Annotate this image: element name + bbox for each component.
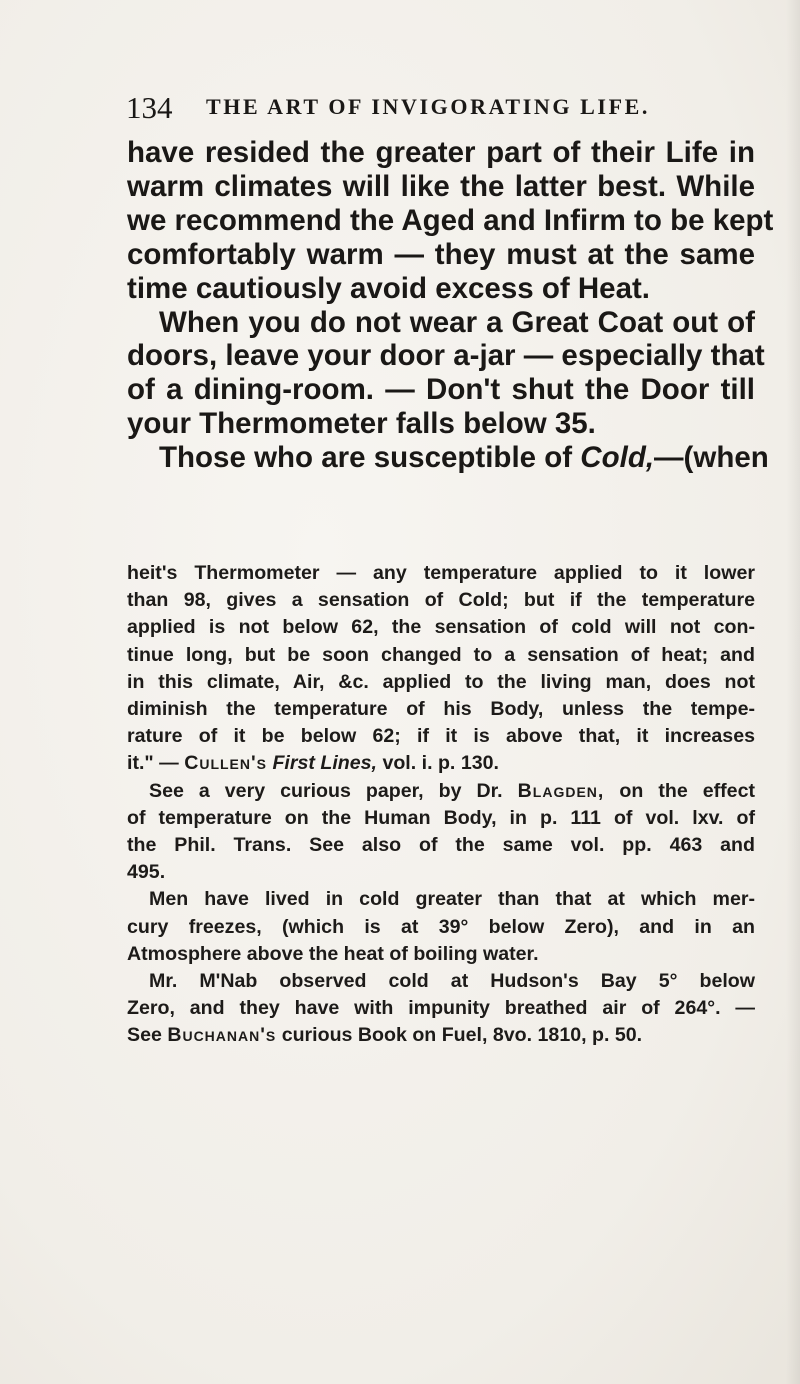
text-segment: on the effect — [619, 779, 755, 802]
footnote-line: tinue long, but be soon changed to a sensation of heat; and — [127, 643, 755, 666]
footnote-line: heit's Thermometer — any temperature applied to it lower — [127, 562, 755, 584]
italic-text: Cold, — [580, 441, 655, 475]
text-segment: See — [127, 1024, 168, 1047]
text-segment: —(when — [654, 441, 769, 475]
footnote-line: 495. — [127, 861, 166, 884]
footnote-line: diminish the temperature of his Body, unless the tempe- — [127, 698, 755, 721]
footnote-line: the Phil. Trans. See also of the same vol. pp. 463 and — [127, 834, 755, 857]
footnote-line — [127, 750, 755, 777]
text-line: of a dining-room. — Don't shut the Door till — [127, 373, 755, 407]
text-segment: See a very curious paper, by Dr. — [149, 779, 518, 802]
text-line: time cautiously avoid excess of Heat. — [127, 271, 651, 305]
text-segment: curious Book on Fuel, 8vo. 1810, p. 50. — [281, 1024, 643, 1047]
footnote-line: applied is not below 62, the sensation of cold will not con- — [127, 616, 755, 639]
footnote-line: Mr. M'Nab observed cold at Hudson's Bay 5° below — [149, 970, 755, 993]
text-segment: vol. i. p. 130. — [382, 752, 499, 775]
page-number: 134 — [126, 90, 173, 125]
footnote-line: cury freezes, (which is at 39° below Zero), and in an — [127, 915, 755, 938]
text-line — [127, 441, 769, 475]
footnote-line: than 98, gives a sensation of Cold; but if the temperature — [127, 589, 755, 612]
footnote-line: Atmosphere above the heat of boiling water. — [127, 942, 539, 965]
text-line: your Thermometer falls below 35. — [127, 407, 596, 441]
footnote-line: Men have lived in cold greater than that at which mer- — [149, 888, 755, 911]
text-line: warm climates will like the latter best. While — [127, 169, 755, 203]
footnote-line: in this climate, Air, &c. applied to the living man, does not — [127, 670, 755, 693]
page-header — [126, 90, 766, 130]
text-line: doors, leave your door a-jar — especially that — [127, 339, 765, 373]
footnote-line — [127, 1022, 755, 1049]
footnote-line — [127, 778, 755, 805]
author-name: Blagden, — [517, 779, 605, 802]
text-segment: Those who are susceptible of — [159, 441, 573, 475]
footnote-line: of temperature on the Human Body, in p. 111 of vol. lxv. of — [127, 806, 755, 829]
book-title: First Lines, — [272, 752, 377, 775]
text-line: have resided the greater part of their Life in — [127, 136, 755, 169]
running-title: THE ART OF INVIGORATING LIFE. — [206, 94, 651, 119]
footnote-line: Zero, and they have with impunity breathed air of 264°. — — [127, 997, 755, 1020]
author-name: Buchanan's — [167, 1024, 277, 1047]
text-line: comfortably warm — they must at the same — [127, 237, 755, 271]
footnote-line: rature of it be below 62; if it is above that, it increases — [127, 725, 755, 748]
author-name: Cullen's — [184, 752, 267, 775]
text-line: When you do not wear a Great Coat out of — [159, 305, 755, 339]
main-text — [127, 136, 774, 475]
text-line: we recommend the Aged and Infirm to be kept — [127, 203, 774, 237]
footnote-block — [127, 560, 755, 1050]
text-segment: it." — — [127, 752, 185, 775]
page-edge-shadow — [786, 0, 800, 1384]
